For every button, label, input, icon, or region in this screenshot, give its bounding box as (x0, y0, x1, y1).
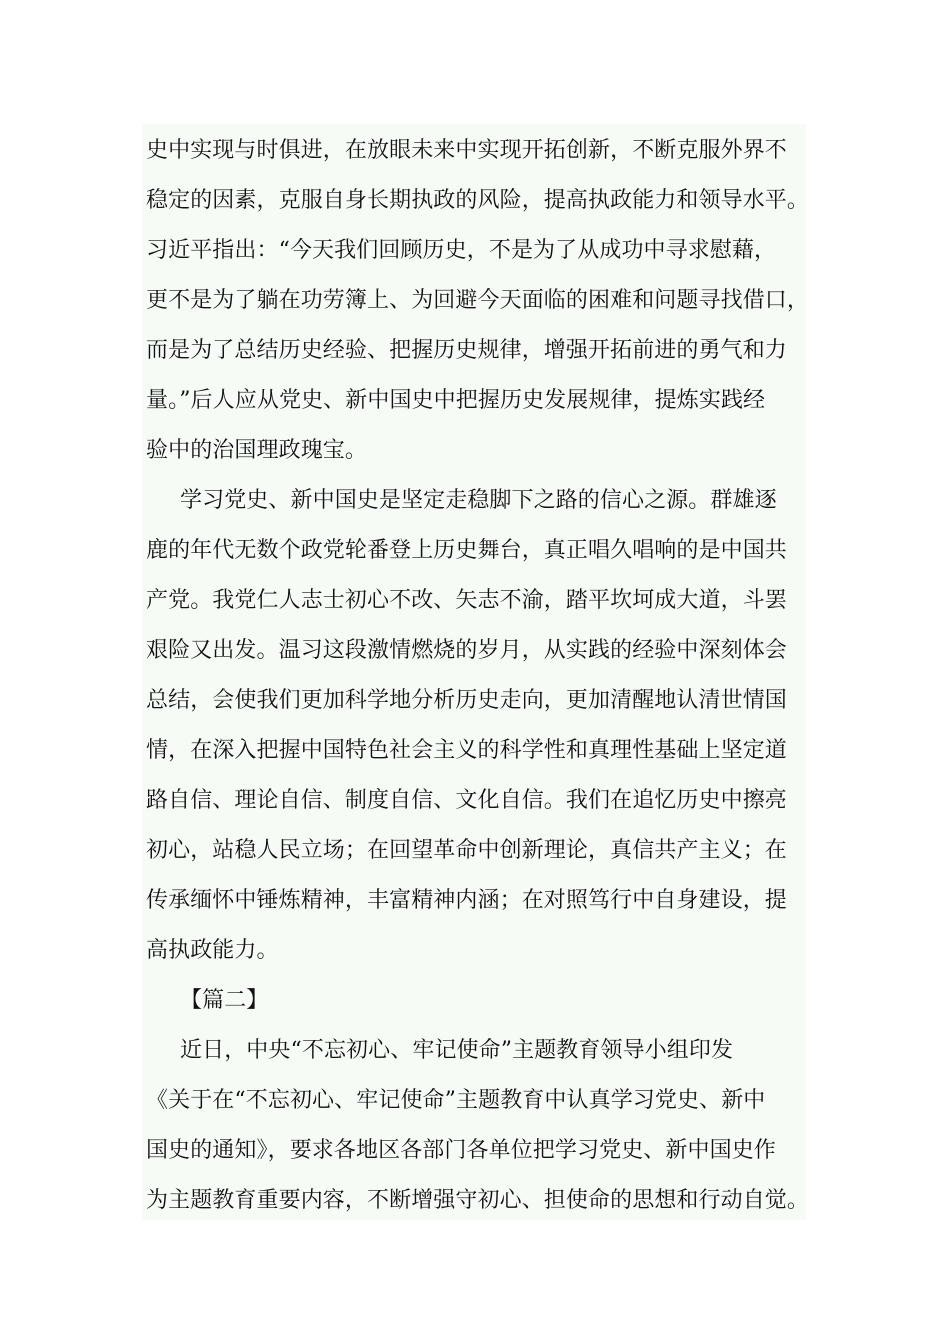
text-line: 而是为了总结历史经验、把握历史规律，增强开拓前进的勇气和力 (146, 338, 787, 363)
text-line: 为主题教育重要内容，不断增强守初心、担使命的思想和行动自觉。 (146, 1188, 810, 1213)
text-line: 史中实现与时俱进，在放眼未来中实现开拓创新，不断克服外界不 (146, 138, 787, 163)
document-text-block (142, 124, 810, 1220)
text-line: 传承缅怀中锤炼精神，丰富精神内涵；在对照笃行中自身建设，提 (146, 888, 787, 913)
text-line: 稳定的因素，克服自身长期执政的风险，提高执政能力和领导水平。 (146, 188, 810, 213)
text-line: 验中的治国理政瑰宝。 (146, 438, 368, 463)
text-line: 情，在深入把握中国特色社会主义的科学性和真理性基础上坚定道 (146, 738, 787, 763)
text-line: 路自信、理论自信、制度自信、文化自信。我们在追忆历史中擦亮 (146, 788, 787, 813)
text-line: 国史的通知》，要求各地区各部门各单位把学习党史、新中国史作 (146, 1138, 776, 1163)
text-line: 初心，站稳人民立场；在回望革命中创新理论，真信共产主义；在 (146, 838, 787, 863)
text-line: 产党。我党仁人志士初心不改、矢志不渝，踏平坎坷成大道，斗罢 (146, 588, 787, 613)
text-line: 量。”后人应从党史、新中国史中把握历史发展规律，提炼实践经 (146, 388, 766, 413)
text-line: 更不是为了躺在功劳簿上、为回避今天面临的困难和问题寻找借口， (146, 288, 810, 313)
section-heading: 【篇二】 (180, 988, 269, 1013)
text-line: 艰险又出发。温习这段激情燃烧的岁月，从实践的经验中深刻体会 (146, 638, 787, 663)
text-line: 高执政能力。 (146, 938, 279, 963)
text-line: 总结，会使我们更加科学地分析历史走向，更加清醒地认清世情国 (146, 688, 787, 713)
paragraph-first-line: 学习党史、新中国史是坚定走稳脚下之路的信心之源。群雄逐 (180, 488, 777, 513)
text-line: 鹿的年代无数个政党轮番登上历史舞台，真正唱久唱响的是中国共 (146, 538, 787, 563)
paragraph-first-line: 近日，中央“不忘初心、牢记使命”主题教育领导小组印发 (180, 1038, 734, 1063)
text-line: 习近平指出：“今天我们回顾历史，不是为了从成功中寻求慰藉， (146, 238, 777, 263)
text-line: 《关于在“不忘初心、牢记使命”主题教育中认真学习党史、新中 (146, 1088, 766, 1113)
